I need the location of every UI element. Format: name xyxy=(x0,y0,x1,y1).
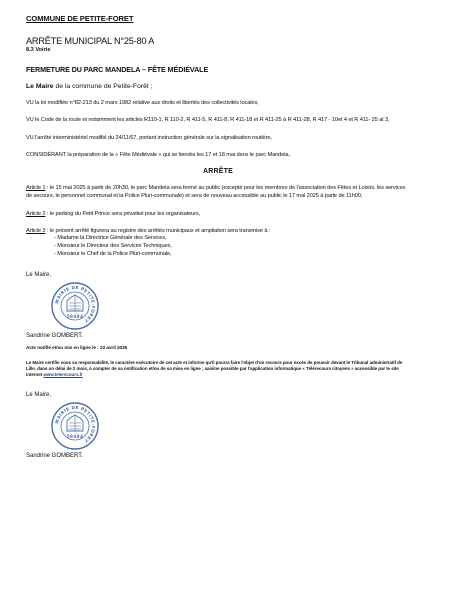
article-3-text: : le présent arrêté figurera au registre des arrêtés municipaux et ampliation sera transmise à : xyxy=(45,228,271,235)
arrete-number: ARRÊTE MUNICIPAL N°25-80 A xyxy=(26,36,155,46)
signatory-name-2: Sandrine GOMBERT. xyxy=(26,453,83,460)
article-2-label: Article 2 xyxy=(26,210,46,217)
signature-label: Le Maire, xyxy=(26,272,52,279)
consideration-arrete-interministeriel: VU l'arrêté interministériel modifié du 24/11/67, portant instruction générale sur la signalisation routière, xyxy=(26,134,272,141)
signatory-name: Sandrine GOMBERT. xyxy=(26,333,83,340)
article-1 xyxy=(26,184,410,201)
list-item: - Madame la Directrice Générale des Services, xyxy=(54,235,167,242)
commune-name: COMMUNE DE PETITE-FORET xyxy=(26,14,134,23)
mairie-seal-stamp-2 xyxy=(50,401,100,451)
mayor-intro-bold: Le Maire xyxy=(26,83,54,90)
decision-title: ARRÊTE xyxy=(203,168,233,176)
legal-text: Le Maire certifie sous sa responsabilité, le caractère exécutoire de cet acte et informe qu'il pourra faire l'objet d'un recours pour excès de pouvoir devant le Tribunal administratif de Lille, dans un délai de 2 mois, à compter de sa notification et/ou de sa mise en ligne ; saisine possible par l'application informatique « Télérecours citoyens » accessible par le site internet xyxy=(26,360,403,378)
consideration-law: VU la loi modifiée n°82-213 du 2 mars 1982 relative aux droits et libertés des collectivités locales, xyxy=(26,100,259,106)
article-3-label: Article 3 xyxy=(26,228,46,235)
consideration-fete: CONSIDÉRANT la préparation de la « Fête Médiévale » qui se tiendra les 17 et 18 mai dans le parc Mandela, xyxy=(26,151,290,158)
consideration-code-route: VU le Code de la route et notamment les articles R110-1, R 110-2, R 411-5, R 411-8, R 411-18 et R 411-25 à R 411-28, R 417 - 10et 4 et R 411- 25 al 3, xyxy=(26,117,390,124)
svg-text:MAIRIE DE PETITE-FORET: MAIRIE DE PETITE-FORET xyxy=(54,405,97,444)
recipient-list xyxy=(54,235,410,258)
article-3 xyxy=(26,227,410,235)
legal-notice xyxy=(26,360,410,378)
mairie-seal-stamp xyxy=(50,281,100,331)
svg-text:59494: 59494 xyxy=(66,314,84,320)
article-1-label: Article 1 xyxy=(26,185,46,192)
signature-label-2: Le Maire, xyxy=(26,392,52,399)
seal-icon xyxy=(50,401,100,451)
list-item: - Monsieur le Directeur des Services Techniques, xyxy=(54,242,172,249)
publication-notice: Acte notifié et/ou mis en ligne le : 23 avril 2025 xyxy=(26,345,128,351)
svg-text:MAIRIE DE PETITE-FORET: MAIRIE DE PETITE-FORET xyxy=(54,285,97,324)
seal-icon xyxy=(50,281,100,331)
telerecours-link[interactable]: www.telerecours.fr xyxy=(43,372,83,378)
mayor-intro-rest: de la commune de Petite-Forêt ; xyxy=(53,83,153,90)
arrete-subject: FERMETURE DU PARC MANDELA – FÊTE MÉDIÉVALE xyxy=(26,65,209,74)
mayor-intro xyxy=(26,83,410,90)
article-1-text: : le 15 mai 2025 à partir de 20h30, le parc Mandela sera fermé au public (excepté pour les membres de l'association des Fêtes et Loisirs, les services de secours, le personnel communal et la Police Pluri-communale) et sera de nouveau accessible au public le 17 mai 2025 à partir de 11h00, xyxy=(26,185,406,200)
arrete-category: 8.3 Voirie xyxy=(26,47,51,53)
article-2 xyxy=(26,210,410,218)
svg-text:59494: 59494 xyxy=(66,434,84,440)
article-2-text: : le parking du Petit Prince sera privatisé pour les organisateurs, xyxy=(45,210,201,217)
list-item: - Monsieur le Chef de la Police Pluri-communale, xyxy=(54,250,172,257)
